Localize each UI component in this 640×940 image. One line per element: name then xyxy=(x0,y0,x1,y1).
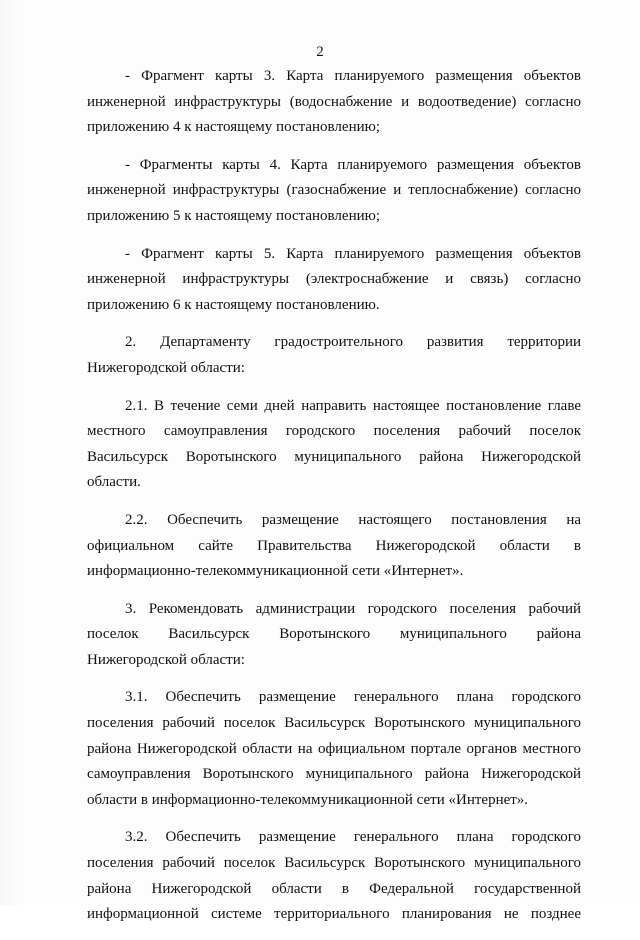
text-line: района Нижегородской области на официальном портале органов местного xyxy=(87,740,581,757)
paragraph-fragment-map-4 xyxy=(87,153,581,230)
text-line: поселения рабочий поселок Васильсурск Воротынского муниципального xyxy=(87,715,581,732)
text-line: области в информационно-телекоммуникационной сети «Интернет». xyxy=(87,791,529,808)
paragraph-fragment-map-3 xyxy=(87,64,581,141)
text-line: инженерной инфраструктуры (газоснабжение и теплоснабжение) согласно xyxy=(87,182,581,199)
text-line: приложению 6 к настоящему постановлению. xyxy=(87,296,380,313)
text-line: приложению 5 к настоящему постановлению; xyxy=(87,207,380,224)
text-line: инженерной инфраструктуры (водоснабжение и водоотведение) согласно xyxy=(87,93,581,110)
text-line: - Фрагмент карты 3. Карта планируемого размещения объектов xyxy=(125,68,581,84)
text-line: - Фрагмент карты 5. Карта планируемого размещения объектов xyxy=(125,245,581,262)
paragraph-item-3 xyxy=(87,597,581,674)
text-line: информационно-телекоммуникационной сети «Интернет». xyxy=(87,563,464,580)
paragraph-item-3-1 xyxy=(87,685,581,813)
text-line: района Нижегородской области в Федеральной государственной xyxy=(87,880,581,897)
text-line: Васильсурск Воротынского муниципального района Нижегородской xyxy=(87,448,581,465)
text-line: инженерной инфраструктуры (электроснабжение и связь) согласно xyxy=(87,271,581,288)
text-line: 3. Рекомендовать администрации городского поселения рабочий xyxy=(125,600,581,617)
text-line: 3.1. Обеспечить размещение генерального плана городского xyxy=(125,689,581,706)
text-line: местного самоуправления городского поселения рабочий поселок xyxy=(87,423,581,440)
text-line: информационной системе территориального планирования не позднее xyxy=(87,906,581,923)
text-line: поселок Васильсурск Воротынского муниципального района xyxy=(87,626,581,643)
text-line: Нижегородской области: xyxy=(87,651,245,668)
text-line: поселения рабочий поселок Васильсурск Воротынского муниципального xyxy=(87,855,581,872)
text-line: самоуправления Воротынского муниципального района Нижегородской xyxy=(87,766,581,783)
page-number: 2 xyxy=(316,44,324,60)
paragraph-item-3-2 xyxy=(87,825,581,927)
text-line: области. xyxy=(87,474,141,491)
document-body xyxy=(87,64,581,940)
paragraph-fragment-map-5 xyxy=(87,242,581,319)
text-line: - Фрагменты карты 4. Карта планируемого размещения объектов xyxy=(125,156,581,173)
text-line: приложению 4 к настоящему постановлению; xyxy=(87,119,380,136)
text-line: официальном сайте Правительства Нижегородской области в xyxy=(87,537,581,554)
paragraph-item-2 xyxy=(87,330,581,381)
text-line: 2.1. В течение семи дней направить настоящее постановление главе xyxy=(125,397,581,414)
text-line: 2.2. Обеспечить размещение настоящего постановления на xyxy=(125,511,581,528)
paragraph-item-2-1 xyxy=(87,394,581,496)
scan-shadow xyxy=(0,0,22,905)
text-line: 2. Департаменту градостроительного развития территории xyxy=(125,334,581,351)
paragraph-item-2-2 xyxy=(87,508,581,585)
text-line: Нижегородской области: xyxy=(87,359,245,376)
text-line: 3.2. Обеспечить размещение генерального плана городского xyxy=(125,829,581,846)
